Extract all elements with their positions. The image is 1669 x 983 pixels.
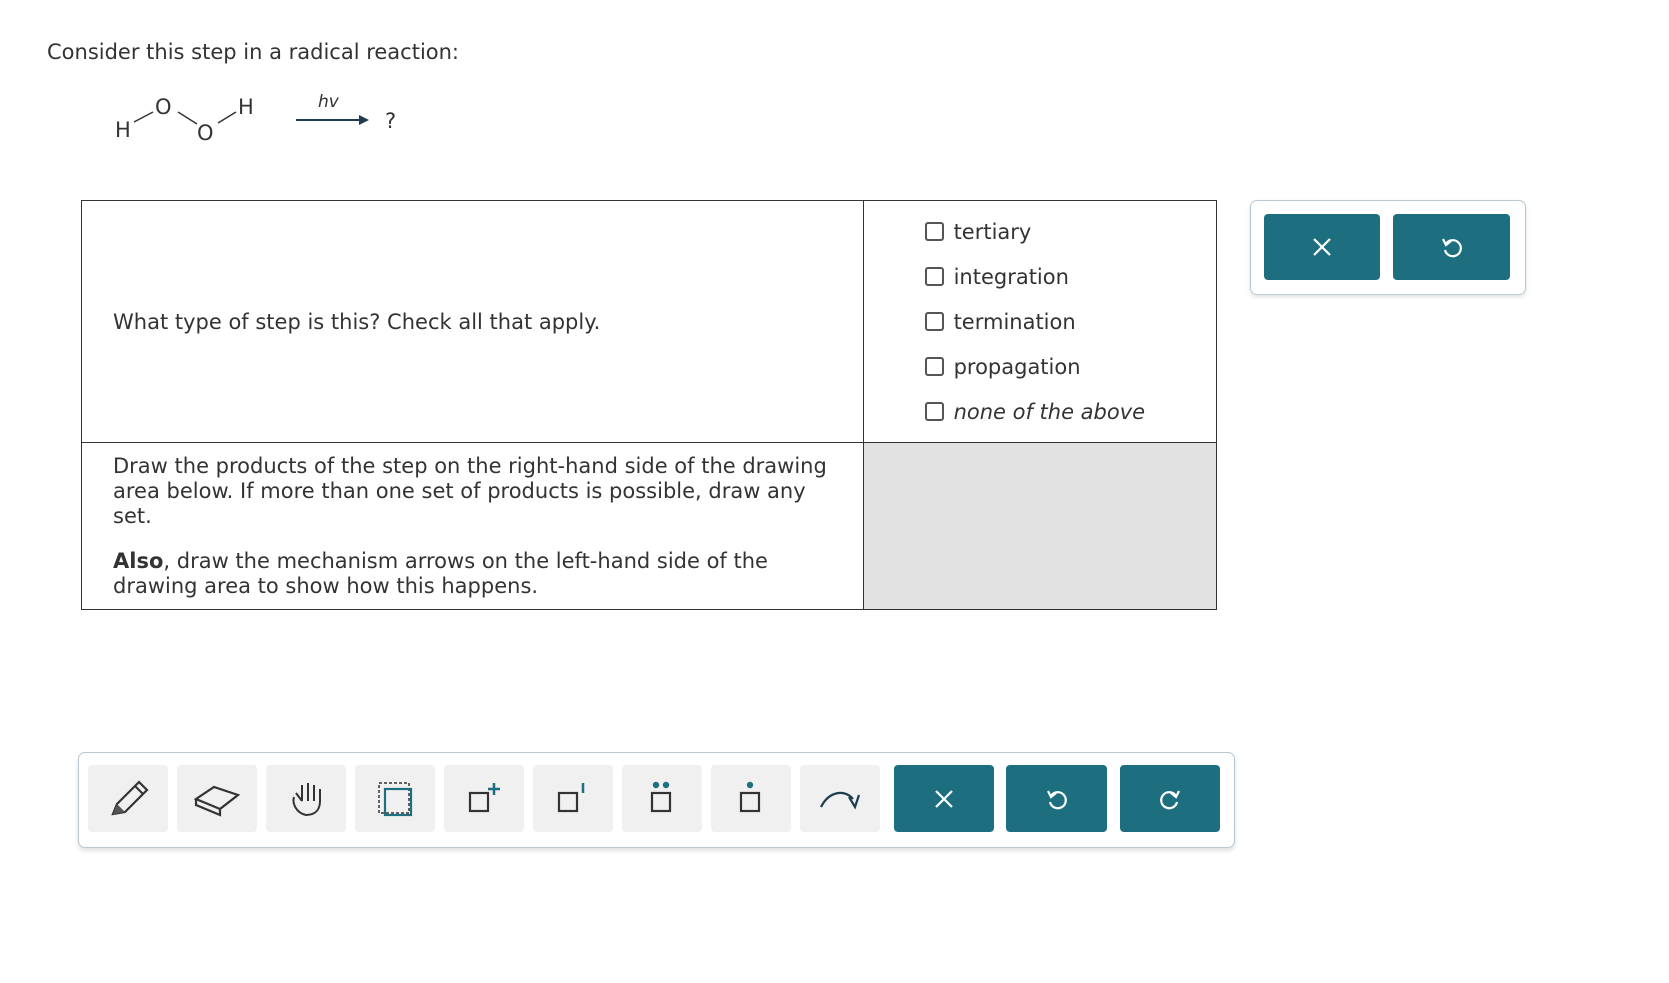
instructions-line2: Also, draw the mechanism arrows on the left-hand side of the drawing area to show how this happens. xyxy=(113,548,768,598)
redo-icon xyxy=(1158,787,1182,811)
clear-drawing-button[interactable] xyxy=(894,765,994,832)
instructions-cell xyxy=(82,443,864,610)
peroxide-structure xyxy=(110,90,440,160)
curved-arrow-icon xyxy=(815,779,865,819)
radical-tool[interactable] xyxy=(711,765,791,832)
question-table xyxy=(81,200,1217,610)
remove-charge-tool[interactable] xyxy=(533,765,613,832)
redo-drawing-button[interactable] xyxy=(1120,765,1220,832)
checkbox[interactable] xyxy=(925,357,944,376)
eraser-icon xyxy=(192,779,242,819)
undo-button[interactable] xyxy=(1393,214,1510,280)
option-propagation[interactable]: propagation xyxy=(925,344,1216,389)
question-cell xyxy=(82,201,864,443)
add-charge-icon xyxy=(464,779,504,819)
question-prompt: Consider this step in a radical reaction: xyxy=(47,40,460,64)
side-action-panel xyxy=(1250,200,1526,295)
atom-h2: H xyxy=(238,95,254,119)
remove-charge-icon xyxy=(553,779,593,819)
select-tool[interactable] xyxy=(355,765,435,832)
question-text: What type of step is this? Check all that apply. xyxy=(113,309,601,334)
close-icon xyxy=(1311,236,1333,258)
checkbox[interactable] xyxy=(925,402,944,421)
atom-o1: O xyxy=(155,95,172,119)
close-icon xyxy=(933,788,955,810)
checkbox[interactable] xyxy=(925,267,944,286)
curved-arrow-tool[interactable] xyxy=(800,765,880,832)
undo-icon xyxy=(1045,787,1069,811)
eraser-tool[interactable] xyxy=(177,765,257,832)
clear-button[interactable] xyxy=(1264,214,1380,280)
hand-tool[interactable] xyxy=(266,765,346,832)
radical-icon xyxy=(731,779,771,819)
checkbox[interactable] xyxy=(925,222,944,241)
blank-grey-cell xyxy=(863,443,1216,610)
lone-pair-tool[interactable] xyxy=(622,765,702,832)
select-icon xyxy=(375,779,415,819)
options-cell xyxy=(863,201,1216,443)
pencil-tool[interactable] xyxy=(88,765,168,832)
atom-o2: O xyxy=(197,121,214,145)
atom-h1: H xyxy=(115,118,131,142)
add-charge-tool[interactable] xyxy=(444,765,524,832)
option-none-of-the-above[interactable]: none of the above xyxy=(925,389,1216,434)
option-integration[interactable]: integration xyxy=(925,254,1216,299)
drawing-toolbar xyxy=(78,752,1235,848)
option-termination[interactable]: termination xyxy=(925,299,1216,344)
pencil-icon xyxy=(105,776,151,822)
condition-label: hv xyxy=(318,92,339,112)
product-unknown: ? xyxy=(385,109,397,133)
checkbox[interactable] xyxy=(925,312,944,331)
reaction-scheme xyxy=(110,90,440,160)
instructions-line1: Draw the products of the step on the right-hand side of the drawing area below. If more than one set of products is possible, draw any set. xyxy=(113,453,827,528)
option-tertiary[interactable]: tertiary xyxy=(925,209,1216,254)
undo-drawing-button[interactable] xyxy=(1006,765,1107,832)
lone-pair-icon xyxy=(642,779,682,819)
undo-icon xyxy=(1440,235,1464,259)
hand-icon xyxy=(286,779,326,819)
